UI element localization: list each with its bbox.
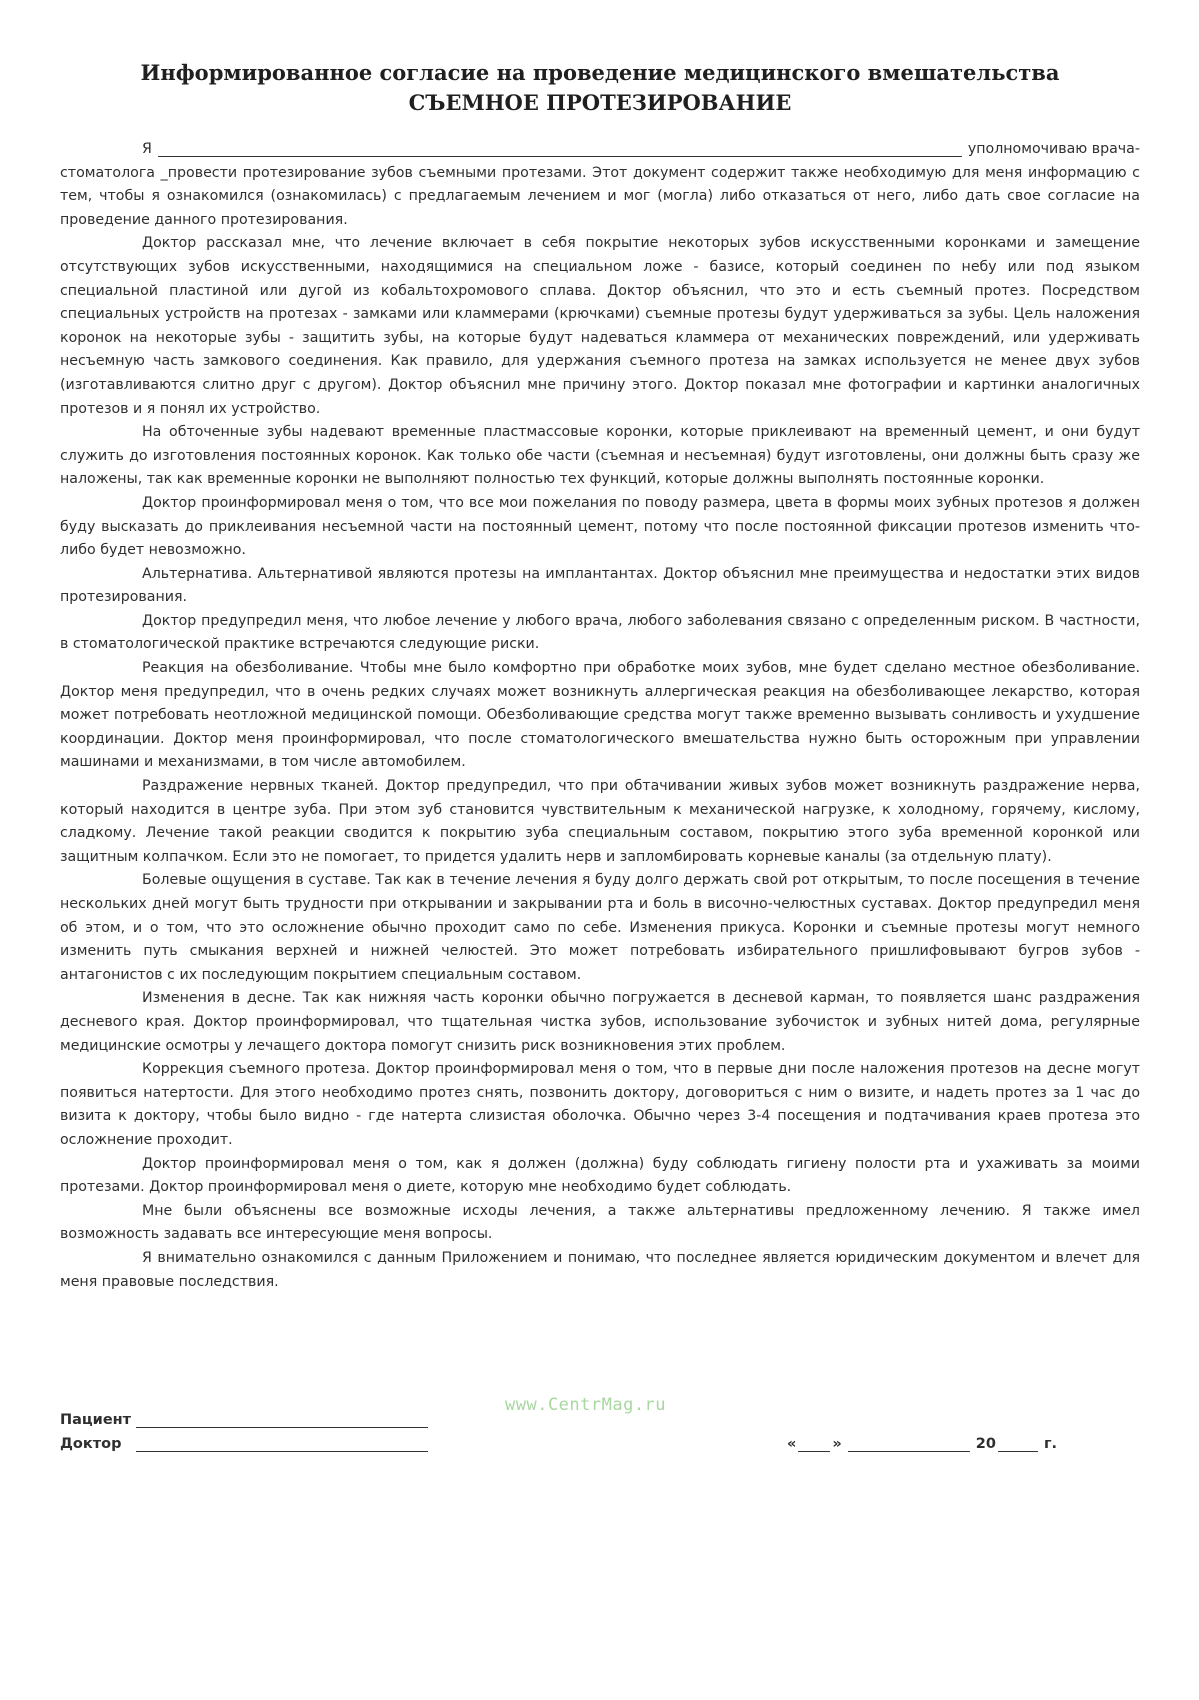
doctor-signature-line <box>136 1435 428 1452</box>
paragraph-9: Изменения в десне. Так как нижняя часть коронки обычно погружается в десневой карман, то появляется шанс раздражения десневого края. Доктор проинформировал, что тщательная чистка зубов, использование зубочисток и зубных нитей дома, регулярные медицинские осмотры у лечащего доктора помогут снизить риск возникновения этих проблем. <box>60 990 1140 1054</box>
date-day-blank <box>798 1435 830 1452</box>
date-close-quote: » <box>832 1436 842 1452</box>
date-year-blank <box>998 1435 1038 1452</box>
paragraph-12: Мне были объяснены все возможные исходы лечения, а также альтернативы предложенному лечению. Я также имел возможность задавать все интересующие меня вопросы. <box>60 1202 1140 1243</box>
paragraph-5: Доктор предупредил меня, что любое лечение у любого врача, любого заболевания связано с определенным риском. В частности, в стоматологической практике встречаются следующие риски. <box>60 612 1140 653</box>
paragraph-6: Реакция на обезболивание. Чтобы мне было комфортно при обработке моих зубов, мне будет сделано местное обезболивание. Доктор меня предупредил, что в очень редких случаях может возникнуть аллергическая реакция на обезболивающее лекарство, которая может потребовать неотложной медицинской помощи. Обезболивающие средства могут также временно вызывать сонливость и ухудшение координации. Доктор меня проинформировал, что после стоматологического вмешательства нужно быть осторожным при управлении машинами и механизмами, в том числе автомобилем. <box>60 660 1140 771</box>
paragraph-8: Болевые ощущения в суставе. Так как в течение лечения я буду долго держать свой рот открытым, то после посещения в течение нескольких дней могут быть трудности при открывании и закрывании рта и боль в височно-челюстных суставах. Доктор предупредил меня об этом, и о том, что это осложнение обычно проходит само по себе. Изменения прикуса. Коронки и съемные протезы могут немного изменить путь смыкания верхней и нижней челюстей. Это может потребовать избирательного пришлифовывают бугров зубов - антагонистов с их последующим покрытием специальным составом. <box>60 872 1140 983</box>
date-month-blank <box>848 1435 970 1452</box>
document-page <box>60 58 1140 1294</box>
paragraph-11: Доктор проинформировал меня о том, как я должен (должна) буду соблюдать гигиену полости рта и ухаживать за моими протезами. Доктор проинформировал меня о диете, которую мне необходимо будет соблюдать. <box>60 1155 1140 1196</box>
date-year-suffix: г. <box>1043 1436 1058 1452</box>
doctor-label: Доктор <box>60 1436 122 1452</box>
document-body <box>60 138 1140 1294</box>
patient-label: Пациент <box>60 1412 132 1428</box>
date-open-quote: « <box>787 1436 797 1452</box>
patient-signature-row <box>60 1404 1140 1428</box>
paragraph-1: Доктор рассказал мне, что лечение включает в себя покрытие некоторых зубов искусственными коронками и замещение отсутствующих зубов искусственными, находящимися на специальном ложе - базисе, который соединен по небу или под языком специальной пластиной или дугой из кобальтохромового сплава. Доктор объяснил, что это и есть съемный протез. Посредством специальных устройств на протезах - замками или кламмерами (крючками) съемные протезы будут удерживаться за зубы. Цель наложения коронок на некоторые зубы - защитить зубы, на которые будут надеваться кламмера от механических повреждений, или удерживать несъемную часть замкового соединения. Как правило, для удержания съемного протеза на замках используется не менее двух зубов (изготавливаются слитно друг с другом). Доктор объяснил мне причину этого. Доктор показал мне фотографии и картинки аналогичных протезов и я понял их устройство. <box>60 235 1140 417</box>
paragraph-2: На обточенные зубы надевают временные пластмассовые коронки, которые приклеивают на временный цемент, и они будут служить до изготовления постоянных коронок. Как только обе части (съемная и несъемная) будут изготовлены, они должны быть сразу же наложены, так как временные коронки не выполняют полностью тех функций, которые должны выполнять постоянные коронки. <box>60 424 1140 488</box>
document-subtitle: СЪЕМНОЕ ПРОТЕЗИРОВАНИЕ <box>408 90 792 115</box>
signature-block <box>60 1404 1140 1452</box>
name-blank-line <box>158 155 962 157</box>
date-field <box>787 1428 1057 1452</box>
paragraph-3: Доктор проинформировал меня о том, что все мои пожелания по поводу размера, цвета в формы моих зубных протезов я должен буду высказать до приклеивания несъемной части на постоянный цемент, потому что после постоянной фиксации протезов изменить что-либо будет невозможно. <box>60 494 1140 559</box>
paragraph-10: Коррекция съемного протеза. Доктор проинформировал меня о том, что в первые дни после наложения протезов на десне могут появиться натертости. Для этого необходимо протез снять, позвонить доктору, договориться с ним о визите, и надеть протез за 1 час до визита к доктору, чтобы было видно - где натерта слизистая оболочка. Обычно через 3-4 посещения и подтачивания краев протеза это осложнение проходит. <box>60 1061 1140 1148</box>
date-year-prefix: 20 <box>975 1436 996 1452</box>
paragraph-7: Раздражение нервных тканей. Доктор предупредил, что при обтачивании живых зубов может возникнуть раздражение нерва, который находится в центре зуба. При этом зуб становится чувствительным к механической нагрузке, к холодному, горячему, кислому, сладкому. Лечение такой реакции сводится к покрытию зуба специальным составом, покрытию этого зуба временной коронкой или защитным колпачком. Если это не помогает, то придется удалить нерв и запломбировать корневые каналы (за отдельную плату). <box>60 778 1140 865</box>
paragraph-4: Альтернатива. Альтернативой являются протезы на имплантантах. Доктор объяснил мне преимущества и недостатки этих видов протезирования. <box>60 565 1140 606</box>
patient-signature-line <box>136 1411 428 1428</box>
paragraph-0: стоматолога _провести протезирование зубов съемными протезами. Этот документ содержит также необходимую для меня информацию с тем, чтобы я ознакомился (ознакомилась) с предлагаемым лечением и мог (могла) либо отказаться от него, либо дать свое согласие на проведение данного протезирования. <box>60 164 1140 228</box>
paragraph-13: Я внимательно ознакомился с данным Приложением и понимаю, что последнее является юридическим документом и влечет для меня правовые последствия. <box>60 1249 1140 1290</box>
watermark: www.CentrMag.ru <box>505 1395 667 1415</box>
first-line-end: уполномочиваю врача- <box>967 141 1140 157</box>
consent-first-line <box>60 138 1140 162</box>
first-line-start: Я <box>142 141 152 157</box>
document-title: Информированное согласие на проведение медицинского вмешательства <box>140 60 1060 85</box>
